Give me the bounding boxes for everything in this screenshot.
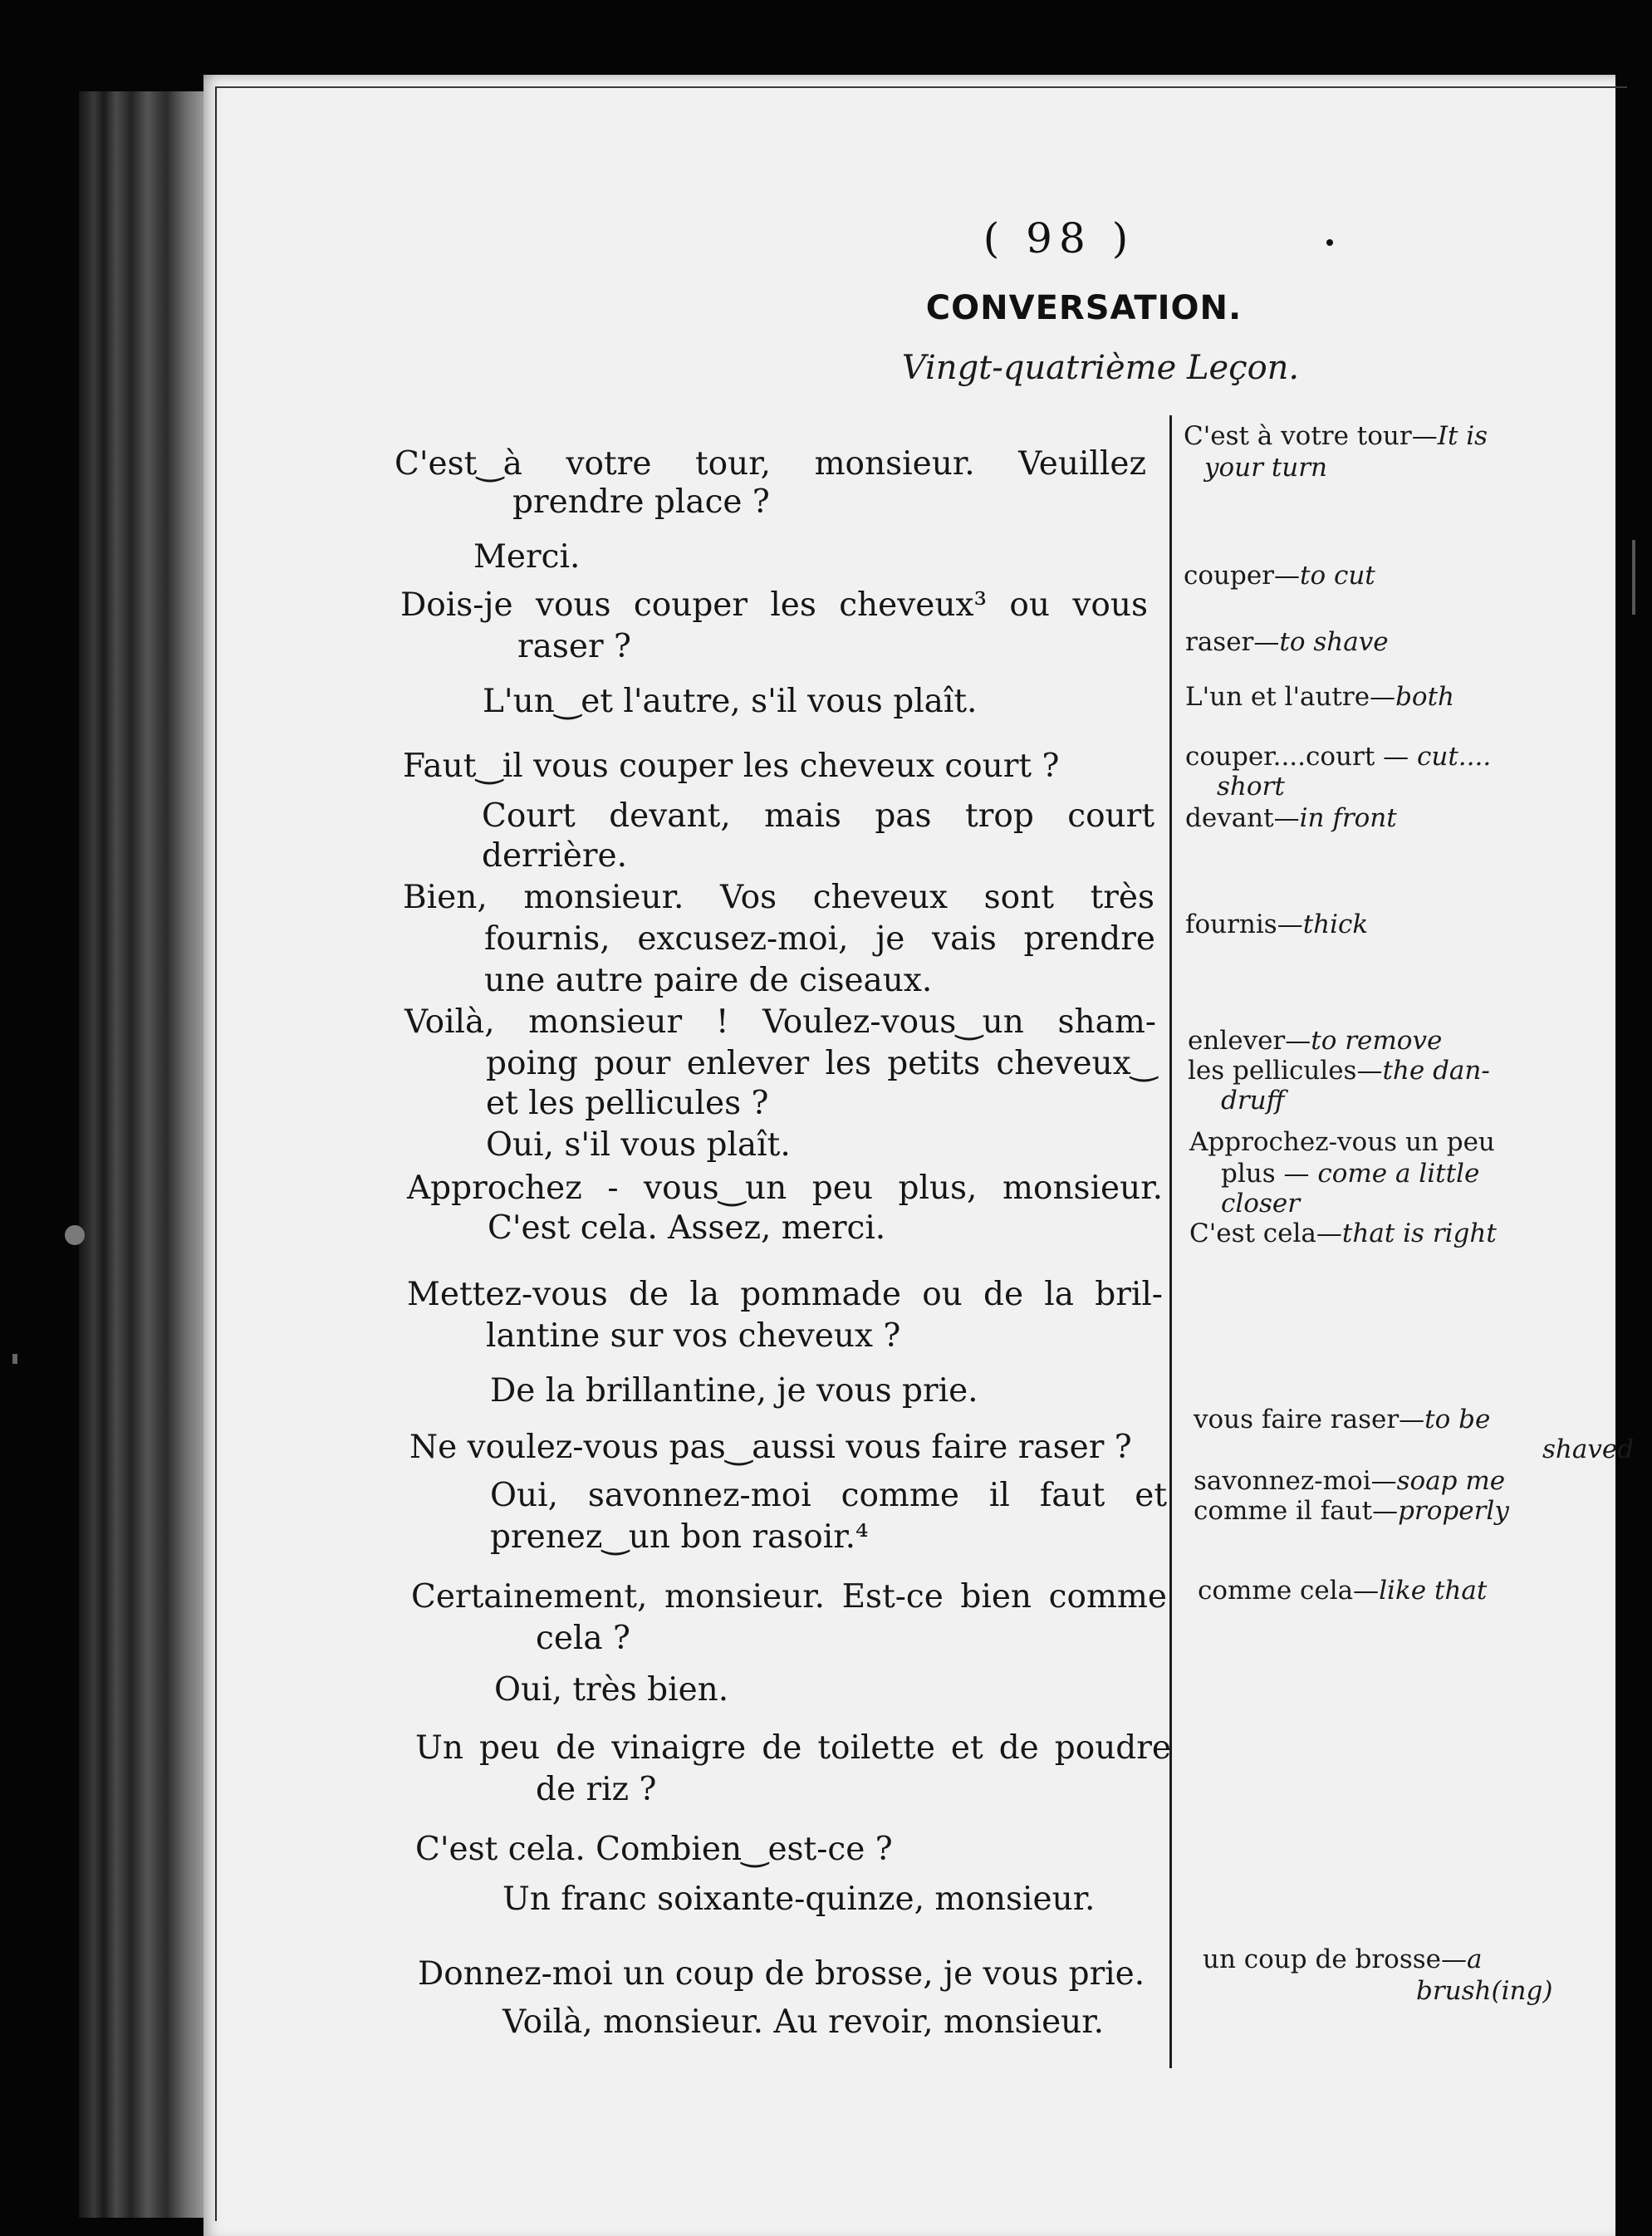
- dialogue-line: fournis, excusez-moi, je vais prendre: [484, 920, 1155, 958]
- book-spine: [79, 91, 203, 2218]
- glossary-entry: druff: [1221, 1086, 1285, 1116]
- dialogue-line: de riz ?: [536, 1771, 657, 1808]
- dialogue-line: Oui, s'il vous plaît.: [486, 1126, 791, 1164]
- glossary-entry: couper—to cut: [1184, 561, 1375, 591]
- glossary-entry: comme il faut—properly: [1194, 1496, 1509, 1526]
- dialogue-line: Merci.: [473, 538, 581, 576]
- glossary-entry: Approchez-vous un peu: [1189, 1127, 1495, 1157]
- glossary-entry: closer: [1221, 1189, 1301, 1219]
- glossary-entry: un coup de brosse—a: [1203, 1944, 1483, 1974]
- glossary-entry: savonnez-moi—soap me: [1194, 1466, 1506, 1496]
- dialogue-line: Dois-je vous couper les cheveux³ ou vous: [400, 586, 1148, 624]
- dialogue-line: L'un‿et l'autre, s'il vous plaît.: [483, 683, 978, 720]
- glossary-entry: C'est cela—that is right: [1189, 1219, 1497, 1248]
- glossary-entry: vous faire raser—to be: [1194, 1405, 1491, 1434]
- dialogue-line: lantine sur vos cheveux ?: [486, 1317, 901, 1355]
- glossary-entry: your turn: [1204, 453, 1328, 483]
- page-number: ( 98 ): [983, 214, 1135, 262]
- glossary-entry: raser—to shave: [1185, 627, 1389, 657]
- spine-mark: [65, 1225, 85, 1245]
- dialogue-line: Oui, savonnez-moi comme il faut et: [490, 1477, 1167, 1514]
- dialogue-line: Approchez - vous‿un peu plus, monsieur.: [407, 1169, 1163, 1207]
- dialogue-line: cela ?: [536, 1620, 630, 1657]
- lesson-subtitle: Vingt-quatrième Leçon.: [901, 349, 1300, 387]
- dialogue-line: Voilà, monsieur. Au revoir, monsieur.: [502, 2003, 1105, 2041]
- glossary-entry: devant—in front: [1185, 803, 1397, 833]
- dialogue-line: C'est cela. Assez, merci.: [488, 1209, 886, 1247]
- glossary-entry: short: [1217, 772, 1285, 802]
- dialogue-line: prenez‿un bon rasoir.⁴: [490, 1518, 869, 1556]
- page-left-edge: [215, 86, 217, 2221]
- spine-speck: [12, 1354, 17, 1364]
- glossary-entry: plus — come a little: [1221, 1159, 1480, 1189]
- glossary-entry: fournis—thick: [1185, 910, 1369, 939]
- ink-dot: [1326, 239, 1333, 246]
- dialogue-line: Un franc soixante-quinze, monsieur.: [502, 1880, 1096, 1918]
- glossary-entry: L'un et l'autre—both: [1185, 682, 1454, 712]
- dialogue-line: poing pour enlever les petits cheveux‿: [486, 1045, 1157, 1082]
- dialogue-line: Mettez-vous de la pommade ou de la bril-: [407, 1276, 1163, 1313]
- book-page: [203, 75, 1635, 2236]
- glossary-entry: C'est à votre tour—It is: [1184, 421, 1488, 451]
- dialogue-line: Donnez-moi un coup de brosse, je vous prie.: [418, 1955, 1145, 1993]
- dialogue-line: C'est‿à votre tour, monsieur. Veuillez: [395, 445, 1146, 483]
- dialogue-line: De la brillantine, je vous prie.: [490, 1372, 978, 1410]
- dialogue-line: Oui, très bien.: [494, 1671, 729, 1709]
- glossary-entry: couper....court — cut....: [1185, 742, 1492, 772]
- column-divider: [1169, 415, 1172, 2068]
- page-title: CONVERSATION.: [925, 289, 1243, 327]
- dialogue-line: raser ?: [517, 628, 631, 665]
- page-right-mark: [1632, 540, 1635, 615]
- glossary-entry: shaved: [1542, 1434, 1635, 1464]
- glossary-entry: enlever—to remove: [1188, 1026, 1443, 1056]
- dialogue-line: une autre paire de ciseaux.: [484, 962, 933, 999]
- dialogue-line: Voilà, monsieur ! Voulez-vous‿un sham-: [404, 1003, 1156, 1041]
- dialogue-line: Faut‿il vous couper les cheveux court ?: [403, 748, 1060, 785]
- dialogue-line: Un peu de vinaigre de toilette et de poudre: [415, 1729, 1171, 1767]
- dialogue-line: Ne voulez-vous pas‿aussi vous faire raser ?: [409, 1429, 1132, 1466]
- dialogue-line: et les pellicules ?: [486, 1085, 769, 1122]
- dialogue-line: Court devant, mais pas trop court: [482, 797, 1154, 835]
- page-top-edge: [215, 86, 1627, 88]
- glossary-entry: les pellicules—the dan-: [1188, 1056, 1490, 1086]
- glossary-entry: comme cela—like that: [1198, 1576, 1488, 1606]
- dialogue-line: derrière.: [482, 837, 628, 875]
- glossary-entry: brush(ing): [1416, 1976, 1553, 2006]
- dialogue-line: C'est cela. Combien‿est-ce ?: [415, 1831, 893, 1868]
- dialogue-line: Bien, monsieur. Vos cheveux sont très: [403, 879, 1154, 916]
- dialogue-line: prendre place ?: [512, 483, 770, 521]
- dialogue-line: Certainement, monsieur. Est-ce bien comme: [411, 1578, 1167, 1616]
